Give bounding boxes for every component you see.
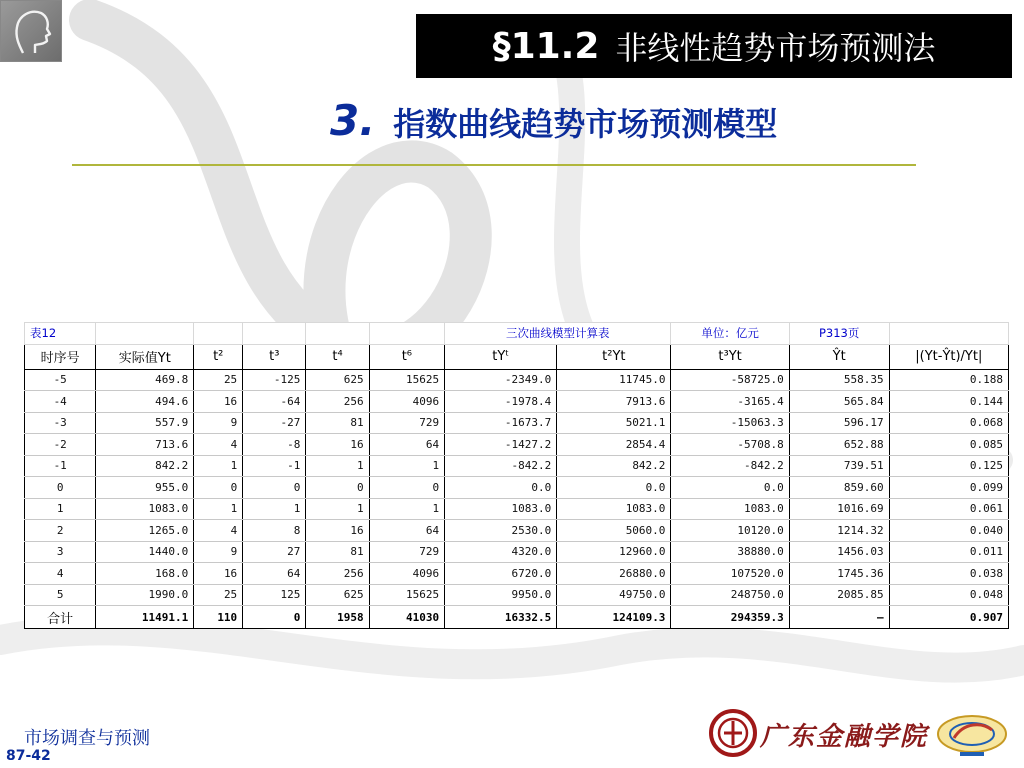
table-cell: -842.2 <box>671 455 789 477</box>
table-cell: 625 <box>306 369 369 391</box>
header-cell: t⁶ <box>369 344 444 369</box>
table-meta-row <box>25 323 1009 345</box>
table-cell: 0.125 <box>889 455 1008 477</box>
table-cell: 2530.0 <box>445 520 557 542</box>
table-cell: 842.2 <box>96 455 194 477</box>
table-cell: 4 <box>194 520 243 542</box>
table-cell: 16 <box>194 391 243 413</box>
table-cell: 1 <box>25 498 96 520</box>
table-cell: 469.8 <box>96 369 194 391</box>
table-cell: 64 <box>369 520 444 542</box>
table-cell: 596.17 <box>789 412 889 434</box>
table-cell: -5708.8 <box>671 434 789 456</box>
table-cell: 0.144 <box>889 391 1008 413</box>
table-cell: 2 <box>25 520 96 542</box>
table-cell: -2349.0 <box>445 369 557 391</box>
table-cell: 12960.0 <box>557 541 671 563</box>
table-cell: 1 <box>194 455 243 477</box>
table-cell: 10120.0 <box>671 520 789 542</box>
table-cell: 16 <box>194 563 243 585</box>
table-cell: 565.84 <box>789 391 889 413</box>
table-cell: 558.35 <box>789 369 889 391</box>
school-seal-icon <box>708 708 758 758</box>
table-cell: 729 <box>369 412 444 434</box>
header-cell: t²Yt <box>557 344 671 369</box>
table-cell: 0.0 <box>445 477 557 499</box>
total-cell: 16332.5 <box>445 606 557 629</box>
table-cell: 1 <box>369 455 444 477</box>
table-cell: 5060.0 <box>557 520 671 542</box>
table-cell: 2854.4 <box>557 434 671 456</box>
table-header-row <box>25 344 1009 369</box>
table-cell: 107520.0 <box>671 563 789 585</box>
course-title: 市场调查与预测 <box>24 728 150 749</box>
table-cell: 49750.0 <box>557 584 671 606</box>
spreadsheet-table <box>24 322 1009 629</box>
table-cell: 0.068 <box>889 412 1008 434</box>
calc-table <box>24 322 1009 629</box>
table-cell: 0.0 <box>671 477 789 499</box>
table-cell: 859.60 <box>789 477 889 499</box>
table-cell: 27 <box>243 541 306 563</box>
table-row <box>25 391 1009 413</box>
table-cell: 1440.0 <box>96 541 194 563</box>
table-cell: 168.0 <box>96 563 194 585</box>
table-row <box>25 541 1009 563</box>
header-cell: Ŷt <box>789 344 889 369</box>
table-cell: -8 <box>243 434 306 456</box>
table-cell: 4 <box>194 434 243 456</box>
table-cell: 955.0 <box>96 477 194 499</box>
table-cell: 64 <box>243 563 306 585</box>
table-cell: 842.2 <box>557 455 671 477</box>
table-cell: 4320.0 <box>445 541 557 563</box>
table-cell: 38880.0 <box>671 541 789 563</box>
table-cell: 125 <box>243 584 306 606</box>
subtitle-number: 3. <box>330 96 376 145</box>
table-cell: 0 <box>243 477 306 499</box>
table-cell: 4096 <box>369 391 444 413</box>
school-name: 广东金融学院 <box>760 722 929 752</box>
table-cell: 0.040 <box>889 520 1008 542</box>
slide-title: 非线性趋势市场预测法 <box>615 29 936 67</box>
table-cell: -1978.4 <box>445 391 557 413</box>
table-cell: 0.048 <box>889 584 1008 606</box>
table-row <box>25 520 1009 542</box>
total-cell: — <box>789 606 889 629</box>
total-cell: 1958 <box>306 606 369 629</box>
table-label: 表12 <box>25 323 96 345</box>
table-cell: 3 <box>25 541 96 563</box>
table-cell: 256 <box>306 391 369 413</box>
table-cell: 0 <box>25 477 96 499</box>
table-cell: 0.038 <box>889 563 1008 585</box>
table-cell: 11745.0 <box>557 369 671 391</box>
total-cell: 110 <box>194 606 243 629</box>
table-row <box>25 369 1009 391</box>
table-cell: 0 <box>369 477 444 499</box>
table-row <box>25 455 1009 477</box>
table-row <box>25 584 1009 606</box>
table-cell: 729 <box>369 541 444 563</box>
table-cell: 1745.36 <box>789 563 889 585</box>
table-cell: -4 <box>25 391 96 413</box>
section-number: §11.2 <box>492 25 600 67</box>
table-cell: 9 <box>194 412 243 434</box>
table-cell: -3 <box>25 412 96 434</box>
table-total-row <box>25 606 1009 629</box>
header-cell: t³ <box>243 344 306 369</box>
total-cell: 0 <box>243 606 306 629</box>
table-row <box>25 434 1009 456</box>
subtitle-text: 指数曲线趋势市场预测模型 <box>393 105 778 143</box>
slide-subtitle <box>330 96 777 145</box>
table-cell: 8 <box>243 520 306 542</box>
table-cell: 2085.85 <box>789 584 889 606</box>
table-cell: -1 <box>243 455 306 477</box>
globe-emblem-icon <box>934 712 1010 758</box>
table-cell: 0 <box>306 477 369 499</box>
table-cell: 1083.0 <box>671 498 789 520</box>
header-cell: |(Yt-Ŷt)/Yt| <box>889 344 1008 369</box>
header-cell: 时序号 <box>25 344 96 369</box>
table-cell: 1456.03 <box>789 541 889 563</box>
table-cell: 1 <box>243 498 306 520</box>
table-page-ref: P313页 <box>789 323 889 345</box>
table-cell: 1990.0 <box>96 584 194 606</box>
table-cell: -842.2 <box>445 455 557 477</box>
table-cell: 0.099 <box>889 477 1008 499</box>
table-cell: 1083.0 <box>445 498 557 520</box>
table-cell: 1083.0 <box>96 498 194 520</box>
header-cell: 实际值Yt <box>96 344 194 369</box>
title-divider <box>72 164 916 166</box>
header-cell: t⁴ <box>306 344 369 369</box>
table-cell: 16 <box>306 434 369 456</box>
head-profile-logo-icon <box>0 0 62 62</box>
table-cell: 625 <box>306 584 369 606</box>
table-cell: -2 <box>25 434 96 456</box>
page-number: 87-42 <box>6 748 51 764</box>
table-cell: 15625 <box>369 369 444 391</box>
table-cell: 0.0 <box>557 477 671 499</box>
table-row <box>25 412 1009 434</box>
total-label: 合计 <box>25 606 96 629</box>
table-cell: 1214.32 <box>789 520 889 542</box>
table-cell: 0.085 <box>889 434 1008 456</box>
table-cell: -27 <box>243 412 306 434</box>
table-cell: 4 <box>25 563 96 585</box>
table-cell: 0.188 <box>889 369 1008 391</box>
header-cell: t² <box>194 344 243 369</box>
table-cell: 1 <box>306 455 369 477</box>
total-cell: 11491.1 <box>96 606 194 629</box>
table-cell: 5 <box>25 584 96 606</box>
table-caption: 三次曲线模型计算表 <box>445 323 671 345</box>
table-cell: 81 <box>306 412 369 434</box>
table-cell: 81 <box>306 541 369 563</box>
table-cell: 0 <box>194 477 243 499</box>
table-cell: -1 <box>25 455 96 477</box>
table-cell: -1427.2 <box>445 434 557 456</box>
table-cell: -58725.0 <box>671 369 789 391</box>
table-row <box>25 498 1009 520</box>
table-cell: 248750.0 <box>671 584 789 606</box>
total-cell: 0.907 <box>889 606 1008 629</box>
table-cell: 1016.69 <box>789 498 889 520</box>
table-cell: 0.011 <box>889 541 1008 563</box>
table-row <box>25 563 1009 585</box>
table-cell: 15625 <box>369 584 444 606</box>
table-cell: -1673.7 <box>445 412 557 434</box>
slide-title-banner <box>416 14 1012 78</box>
table-cell: 652.88 <box>789 434 889 456</box>
table-cell: 1 <box>369 498 444 520</box>
table-cell: 1 <box>306 498 369 520</box>
table-cell: 713.6 <box>96 434 194 456</box>
table-unit: 单位：亿元 <box>671 323 789 345</box>
table-cell: 25 <box>194 369 243 391</box>
table-cell: -15063.3 <box>671 412 789 434</box>
total-cell: 124109.3 <box>557 606 671 629</box>
table-cell: 9 <box>194 541 243 563</box>
table-cell: 16 <box>306 520 369 542</box>
header-cell: tYᵗ <box>445 344 557 369</box>
table-cell: 6720.0 <box>445 563 557 585</box>
table-cell: 1083.0 <box>557 498 671 520</box>
table-cell: 64 <box>369 434 444 456</box>
table-cell: -125 <box>243 369 306 391</box>
table-row <box>25 477 1009 499</box>
table-cell: -5 <box>25 369 96 391</box>
total-cell: 41030 <box>369 606 444 629</box>
table-cell: 494.6 <box>96 391 194 413</box>
table-cell: 5021.1 <box>557 412 671 434</box>
header-cell: t³Yt <box>671 344 789 369</box>
table-cell: -3165.4 <box>671 391 789 413</box>
table-cell: 557.9 <box>96 412 194 434</box>
table-cell: 25 <box>194 584 243 606</box>
table-cell: 256 <box>306 563 369 585</box>
table-cell: 0.061 <box>889 498 1008 520</box>
table-cell: 7913.6 <box>557 391 671 413</box>
table-cell: 9950.0 <box>445 584 557 606</box>
table-cell: 1 <box>194 498 243 520</box>
total-cell: 294359.3 <box>671 606 789 629</box>
table-cell: 1265.0 <box>96 520 194 542</box>
table-cell: 4096 <box>369 563 444 585</box>
table-cell: -64 <box>243 391 306 413</box>
table-cell: 739.51 <box>789 455 889 477</box>
table-cell: 26880.0 <box>557 563 671 585</box>
